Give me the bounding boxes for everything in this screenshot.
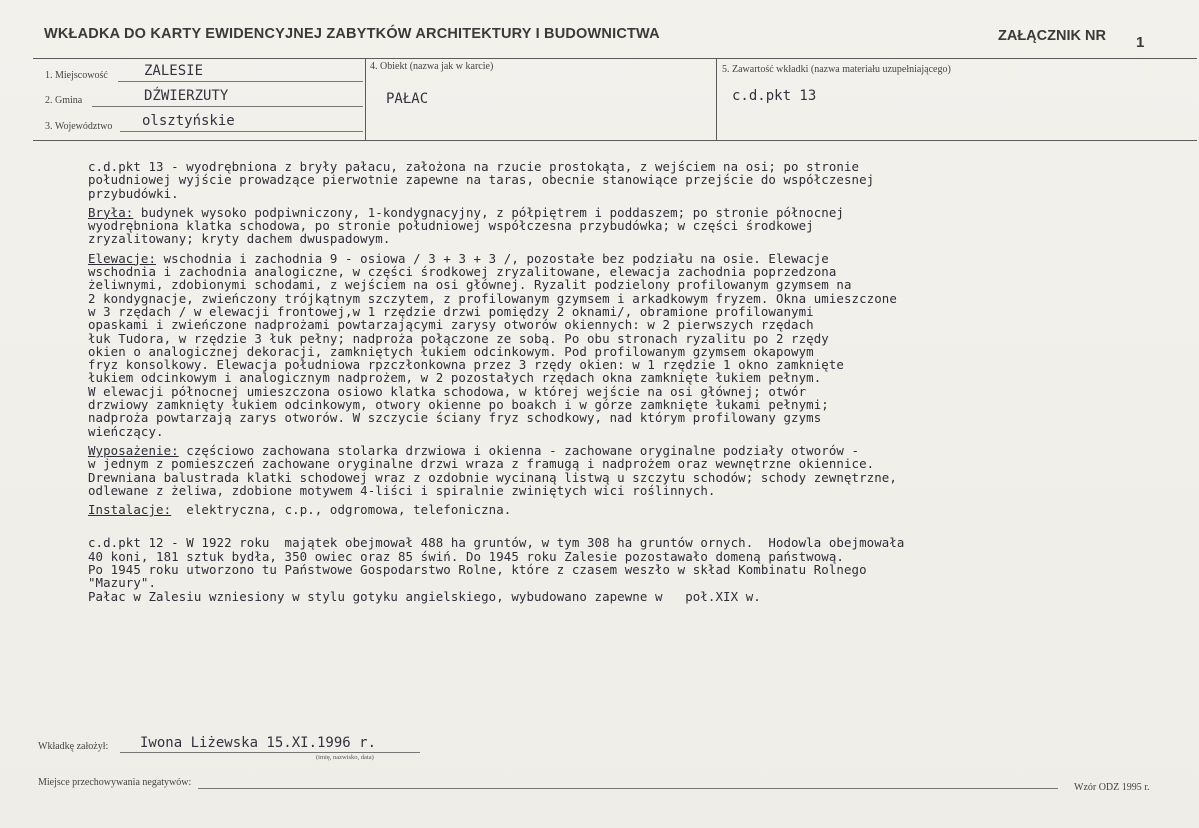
grid-divider-2 [716,58,717,140]
miejsce-line [198,788,1058,789]
zalozyl-value: Iwona Liżewska 15.XI.1996 r. [140,735,377,751]
heading-instalacje: Instalacje: [88,502,172,518]
paragraph-intro: c.d.pkt 13 - wyodrębniona z bryły pałacu, założona na rzucie prostokąta, z wejściem na osi; po stronie południowej wyjście prowadzące pierwotnie zapewne na taras, obecnie stanowiące przejście do współczesnej przybudówki. [88,159,875,201]
grid-divider-1 [365,58,366,140]
miejsce-label: Miejsce przechowywania negatywów: [38,777,192,788]
paragraph-instalacje: elektryczna, c.p., odgromowa, telefoniczna. [171,502,512,518]
grid-line-bottom [33,140,1197,141]
grid-line-top [33,58,1197,59]
zalozyl-label: Wkładkę założył: [38,741,109,752]
obiekt-value: PAŁAC [386,91,429,107]
wojewodztwo-label: 3. Województwo [45,121,113,132]
gmina-value: DŹWIERZUTY [144,88,229,104]
annex-label: ZAŁĄCZNIK NR [998,28,1106,44]
paragraph-elewacje: wschodnia i zachodnia 9 - osiowa / 3 + 3 + 3 /, pozostałe bez podziału na osie. Elewacje wschodnia i zachodnia analogiczne, w części środkowej zryzalitowane, elewacja zachodnia poprzedzona żeliwnymi, zdobionymi schodami, z wejściem na osi głównej. Ryzalit podzielony profilowanym gzymsem na 2 kondygnacje, zwieńczony trójkątnym szczytem, z profilowanym gzymsem i arkadkowym fryzem. Okna umieszczone w 3 rzędach / w elewacji frontowej,w 1 rzędzie drzwi pomiędzy 2 oknami/, obramione profilowanymi opaskami i zwieńczone nadprożami powtarzającymi zarysy otworów okiennych: w 2 pierwszych rzędach łuk Tudora, w rzędzie 3 łuk pełny; nadproża połączone ze sobą. Po obu stronach ryzalitu po 2 rzędy okien o analogicznej dekoracji, zamkniętych łukiem odcinkowym. Pod profilowanym gzymsem okapowym fryz konsolkowy. Elewacja południowa rpzczłonkowna przez 3 rzędy okien: w 1 rzędzie 1 okno zamknięte łukiem odcinkowym i analogicznym nadprożem, w 2 pozostałych rzędach okna zamknięte łukiem pełnym. W elewacji północnej umieszczona osiowo klatka schodowa, w której wejście na osi głównej; otwór drzwiowy zamknięty łukiem odcinkowym, otwory okienne po boakch i w górze zamknięte łukami pełnymi; nadproża powtarzają zarys otworów. W szczycie ściany fryz schodkowy, nad którym profilowany gzyms wieńczący. [88,250,897,439]
zawartosc-value: c.d.pkt 13 [732,88,817,104]
gmina-label: 2. Gmina [45,95,83,106]
body-text [88,160,1178,603]
paragraph-bryla: budynek wysoko podpiwniczony, 1-kondygnacyjny, z półpiętrem i poddaszem; po stronie północnej wyodrębniona klatka schodowa, po stronie południowej współczesna przybudówka; w części środkowej zryzalitowany; kryty dachem dwuspadowym. [88,204,844,247]
obiekt-label: 4. Obiekt (nazwa jak w karcie) [370,61,494,72]
zalozyl-line [120,752,420,753]
heading-wyposazenie: Wyposażenie: [88,442,179,458]
field-line-3 [120,131,363,132]
zalozyl-sublabel: (imię, nazwisko, data) [316,754,374,761]
document-title: WKŁADKA DO KARTY EWIDENCYJNEJ ZABYTKÓW ARCHITEKTURY I BUDOWNICTWA [44,26,660,42]
paragraph-history: c.d.pkt 12 - W 1922 roku majątek obejmował 488 ha gruntów, w tym 308 ha gruntów ornych. Hodowla obejmowała 40 koni, 181 sztuk bydła, 350 owiec oraz 85 świń. Do 1945 roku Zalesie pozostawało domeną państwową. Po 1945 roku utworzono tu Państwowe Gospodarstwo Rolne, które z czasem weszło w skład Kombinatu Rolnego "Mazury". Pałac w Zalesiu wzniesiony w stylu gotyku angielskiego, wybudowano zapewne w poł.XIX w. [88,535,905,604]
annex-number: 1 [1136,34,1145,51]
zawartosc-label: 5. Zawartość wkładki (nazwa materiału uzupełniającego) [722,64,951,75]
field-line-1 [118,81,363,82]
miejscowosc-label: 1. Miejscowość [45,70,108,81]
paragraph-wyposazenie: częściowo zachowana stolarka drzwiowa i okienna - zachowane oryginalne podziały otworów - w jednym z pomieszczeń zachowane oryginalne drzwi wraza z framugą i nadprożem oraz wewnętrzne okiennice. Drewniana balustrada klatki schodowej wraz z ozdobnie wycinaną listwą u szczytu schodów; schody zewnętrzne, odlewane z żeliwa, zdobione motywem 4-liści i spiralnie zwiniętych wici roślinnych. [88,442,897,498]
form-version: Wzór ODZ 1995 r. [1074,782,1150,793]
field-line-2 [92,106,363,107]
wojewodztwo-value: olsztyńskie [142,113,235,129]
miejscowosc-value: ZALESIE [144,63,204,79]
heading-bryla: Bryła: [88,204,134,220]
heading-elewacje: Elewacje: [88,250,157,266]
